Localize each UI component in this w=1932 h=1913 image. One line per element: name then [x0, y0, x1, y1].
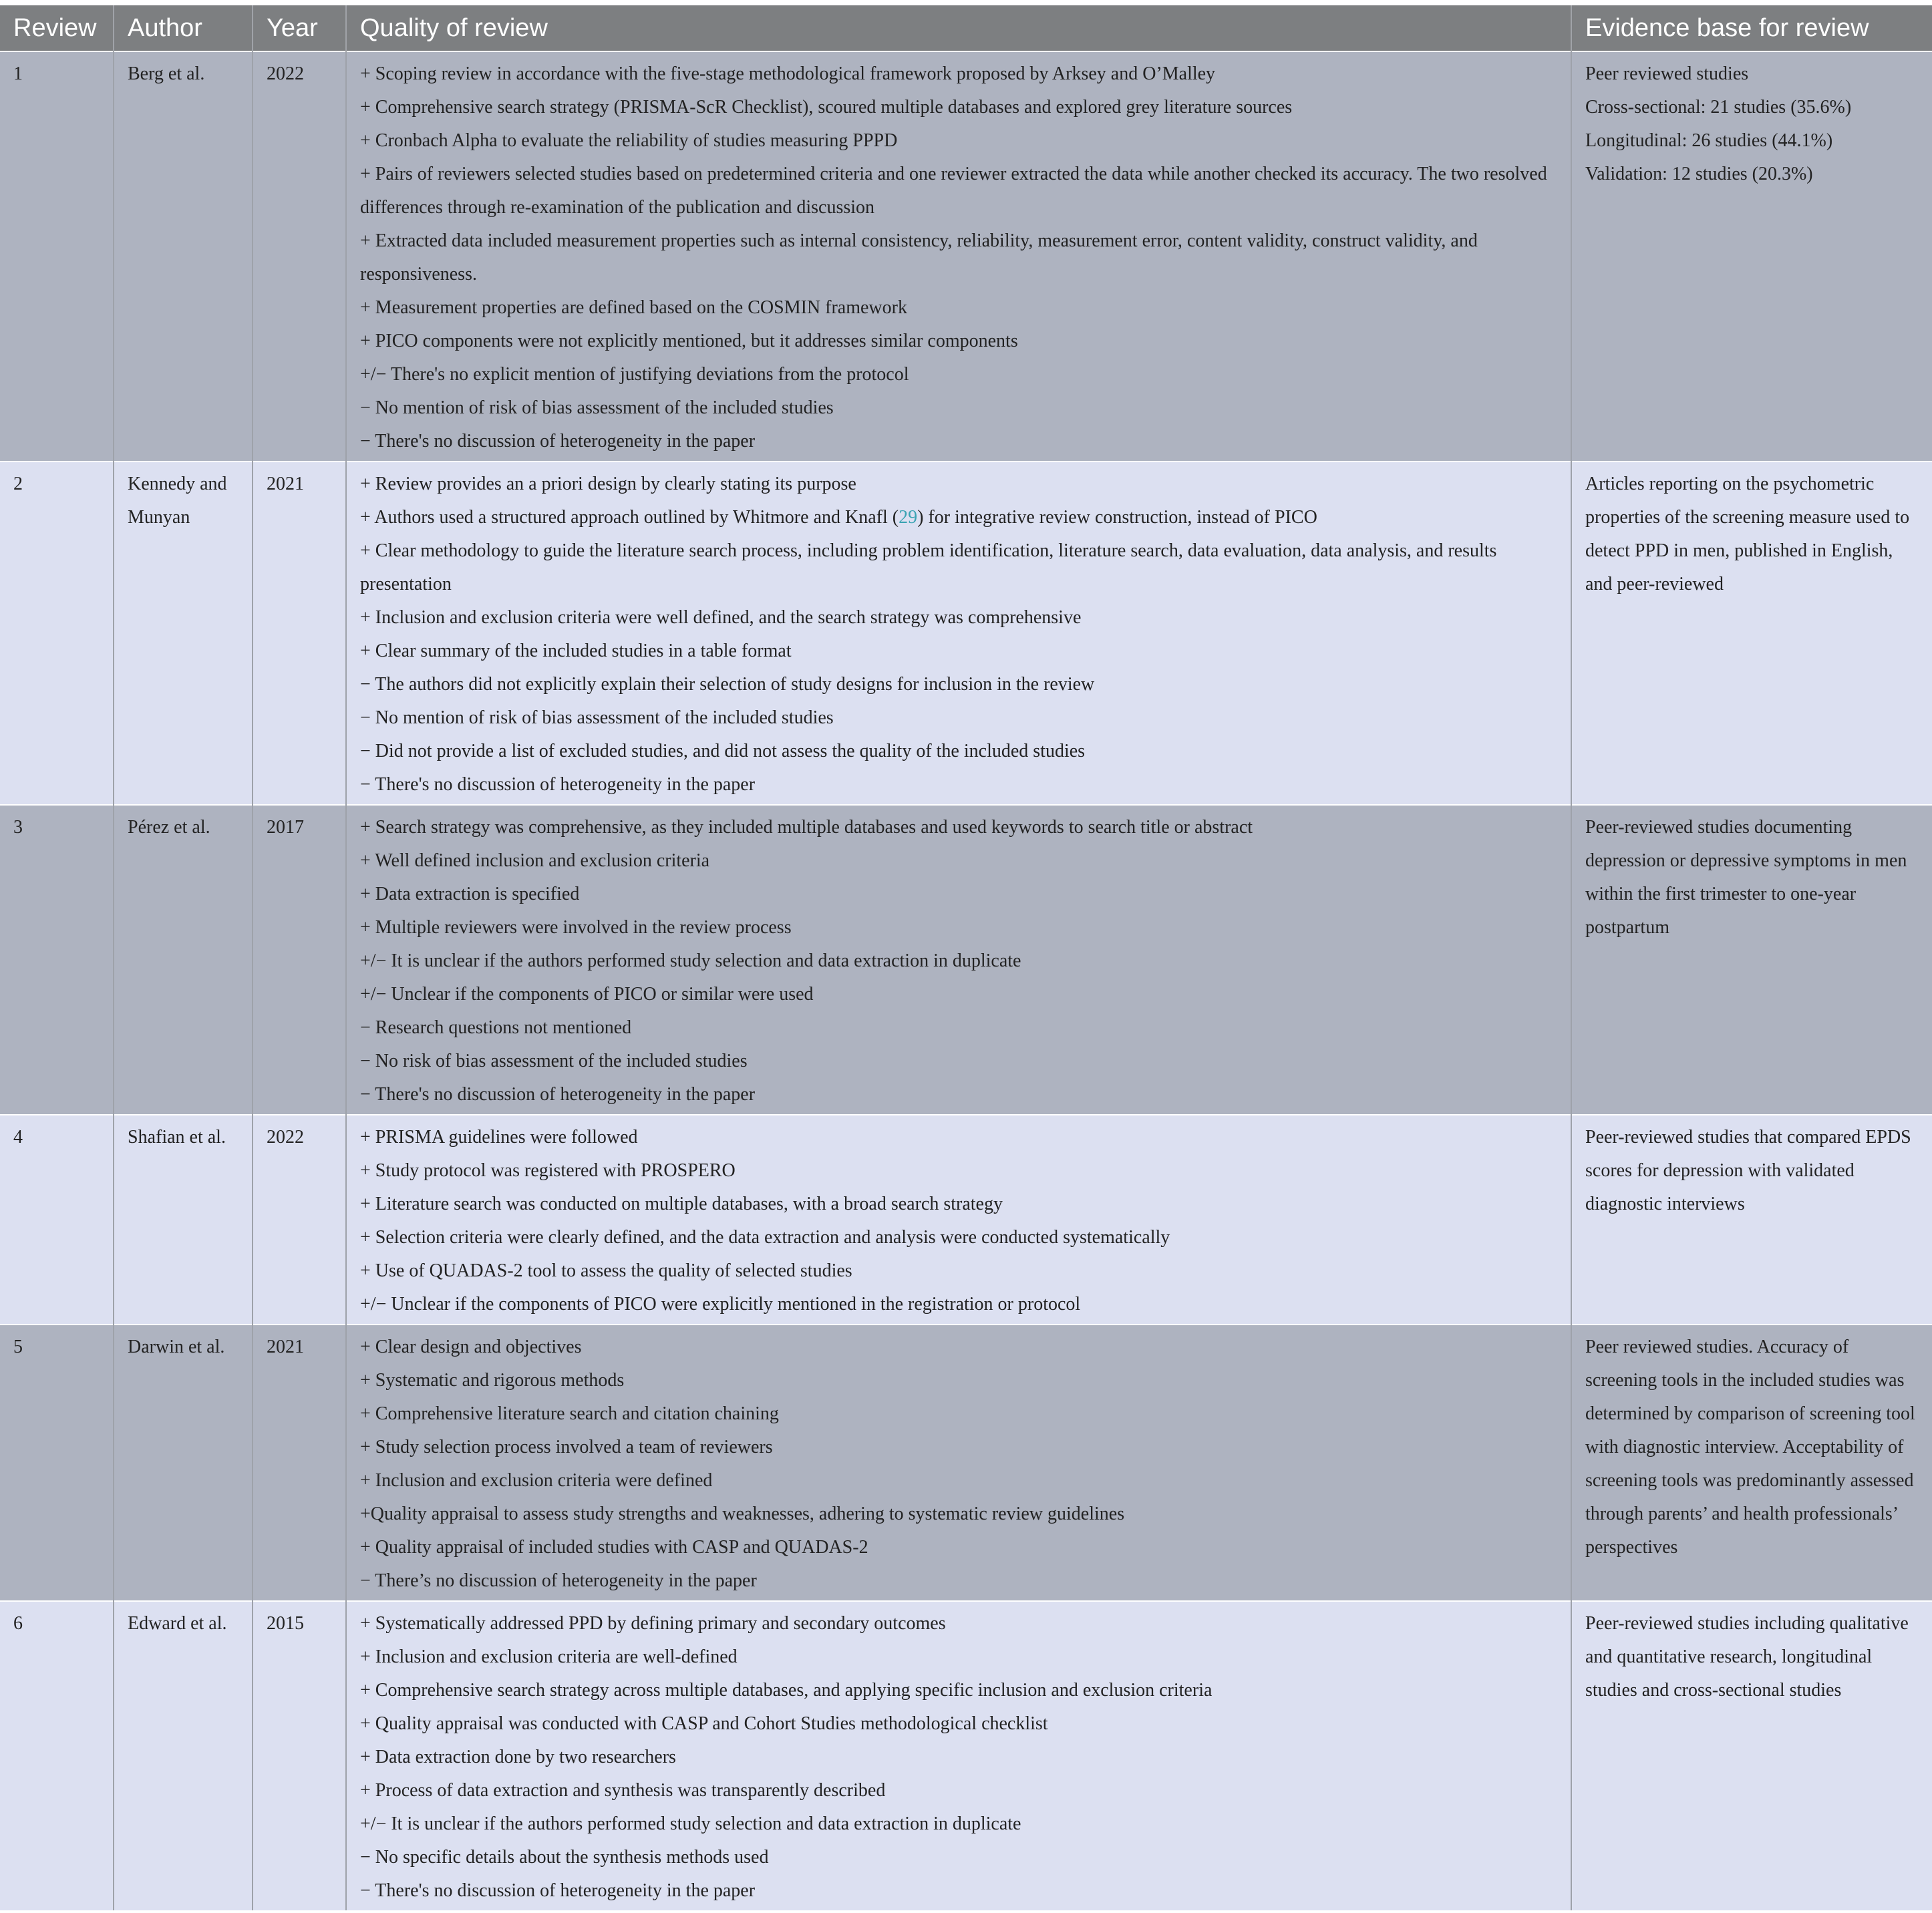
quality-item: + Data extraction done by two researchers	[360, 1747, 676, 1767]
quality-item: +/− Unclear if the components of PICO or similar were used	[360, 984, 814, 1005]
evidence-cell	[1571, 1325, 1932, 1601]
header-evidence: Evidence base for review	[1571, 5, 1932, 51]
quality-item: + Comprehensive search strategy (PRISMA-ScR Checklist), scoured multiple databases and explored grey literature sources	[360, 97, 1293, 118]
quality-item: + Inclusion and exclusion criteria were defined	[360, 1470, 713, 1491]
quality-item: + Use of QUADAS-2 tool to assess the quality of selected studies	[360, 1260, 852, 1281]
quality-item: + Measurement properties are defined based on the COSMIN framework	[360, 297, 907, 318]
quality-cell	[346, 462, 1571, 805]
author-cell: Kennedy and Munyan	[114, 462, 253, 805]
quality-item: + PICO components were not explicitly mentioned, but it addresses similar components	[360, 331, 1018, 351]
quality-cell	[346, 1115, 1571, 1325]
evidence-cell	[1571, 1601, 1932, 1910]
table-row	[0, 1325, 1932, 1601]
quality-item: − The authors did not explicitly explain their selection of study designs for inclusion in the review	[360, 674, 1095, 695]
quality-item: + Clear methodology to guide the literature search process, including problem identification, literature search, data evaluation, data analysis, and results presentation	[360, 540, 1497, 594]
header-author: Author	[114, 5, 253, 51]
year-cell: 2022	[253, 51, 346, 462]
quality-item: − There's no discussion of heterogeneity in the paper	[360, 1084, 756, 1105]
quality-item: + Selection criteria were clearly defined, and the data extraction and analysis were conducted systematically	[360, 1227, 1170, 1248]
quality-item: +/− It is unclear if the authors performed study selection and data extraction in duplicate	[360, 1813, 1021, 1834]
evidence-cell	[1571, 51, 1932, 462]
quality-item: + Study protocol was registered with PROSPERO	[360, 1160, 736, 1181]
quality-cell	[346, 1601, 1571, 1910]
table-row	[0, 1115, 1932, 1325]
evidence-item: Peer reviewed studies	[1585, 63, 1749, 84]
year-cell: 2022	[253, 1115, 346, 1325]
quality-item: + PRISMA guidelines were followed	[360, 1127, 638, 1148]
evidence-item: Longitudinal: 26 studies (44.1%)	[1585, 130, 1833, 151]
evidence-cell	[1571, 1115, 1932, 1325]
quality-item: + Systematic and rigorous methods	[360, 1370, 625, 1391]
author-cell: Pérez et al.	[114, 805, 253, 1115]
review-number-cell: 5	[0, 1325, 114, 1601]
quality-item: + Scoping review in accordance with the five-stage methodological framework proposed by Arksey and O’Malley	[360, 63, 1216, 84]
evidence-item: Cross-sectional: 21 studies (35.6%)	[1585, 97, 1852, 118]
quality-item: − There's no discussion of heterogeneity in the paper	[360, 431, 756, 452]
quality-item: + Well defined inclusion and exclusion criteria	[360, 850, 710, 871]
quality-item: + Search strategy was comprehensive, as they included multiple databases and used keywords to search title or abstract	[360, 817, 1253, 838]
citation-link[interactable]: 29	[899, 507, 918, 528]
author-cell: Edward et al.	[114, 1601, 253, 1910]
quality-item: − No specific details about the synthesis methods used	[360, 1847, 769, 1868]
quality-item: − Research questions not mentioned	[360, 1017, 632, 1038]
evidence-item: Peer reviewed studies. Accuracy of screening tools in the included studies was determined by comparison of screening tool with diagnostic interview. Acceptability of screening tools was predominantly assessed through parents’ and health professionals’ perspectives	[1585, 1337, 1915, 1558]
quality-item: − No mention of risk of bias assessment of the included studies	[360, 397, 834, 418]
quality-item: + Comprehensive literature search and citation chaining	[360, 1403, 779, 1424]
review-quality-table	[0, 5, 1932, 1910]
header-year: Year	[253, 5, 346, 51]
quality-item: +/− There's no explicit mention of justifying deviations from the protocol	[360, 364, 909, 385]
table-row	[0, 1601, 1932, 1910]
quality-item: − There's no discussion of heterogeneity in the paper	[360, 774, 756, 795]
quality-item: − No mention of risk of bias assessment of the included studies	[360, 707, 834, 728]
review-number-cell: 3	[0, 805, 114, 1115]
quality-item: − No risk of bias assessment of the included studies	[360, 1051, 748, 1071]
quality-item: + Cronbach Alpha to evaluate the reliability of studies measuring PPPD	[360, 130, 898, 151]
review-number-cell: 6	[0, 1601, 114, 1910]
quality-item: + Pairs of reviewers selected studies based on predetermined criteria and one reviewer extracted the data while another checked its accuracy. The two resolved differences through re-examination of the publication and discussion	[360, 164, 1547, 218]
year-cell: 2015	[253, 1601, 346, 1910]
author-cell: Shafian et al.	[114, 1115, 253, 1325]
review-number-cell: 1	[0, 51, 114, 462]
quality-item: + Clear summary of the included studies in a table format	[360, 641, 792, 661]
quality-item: + Literature search was conducted on multiple databases, with a broad search strategy	[360, 1194, 1003, 1214]
evidence-item: Peer-reviewed studies including qualitative and quantitative research, longitudinal studies and cross-sectional studies	[1585, 1613, 1909, 1701]
quality-item: + Comprehensive search strategy across multiple databases, and applying specific inclusion and exclusion criteria	[360, 1680, 1213, 1701]
quality-item: +/− Unclear if the components of PICO were explicitly mentioned in the registration or protocol	[360, 1294, 1081, 1315]
evidence-item: Peer-reviewed studies that compared EPDS scores for depression with validated diagnostic interviews	[1585, 1127, 1911, 1214]
table-body	[0, 51, 1932, 1910]
quality-item: + Review provides an a priori design by clearly stating its purpose	[360, 474, 856, 494]
quality-item: + Data extraction is specified	[360, 884, 580, 904]
quality-cell	[346, 51, 1571, 462]
year-cell: 2021	[253, 1325, 346, 1601]
quality-item: + Quality appraisal was conducted with CASP and Cohort Studies methodological checklist	[360, 1713, 1048, 1734]
quality-item: + Inclusion and exclusion criteria are well-defined	[360, 1646, 738, 1667]
author-cell: Darwin et al.	[114, 1325, 253, 1601]
quality-item: + Quality appraisal of included studies with CASP and QUADAS-2	[360, 1537, 868, 1558]
review-number-cell: 4	[0, 1115, 114, 1325]
evidence-item: Peer-reviewed studies documenting depression or depressive symptoms in men within the first trimester to one-year postpartum	[1585, 817, 1907, 938]
evidence-cell	[1571, 462, 1932, 805]
quality-item: + Extracted data included measurement properties such as internal consistency, reliability, measurement error, content validity, construct validity, and responsiveness.	[360, 230, 1478, 285]
evidence-item: Articles reporting on the psychometric properties of the screening measure used to detect PPD in men, published in English, and peer-reviewed	[1585, 474, 1910, 594]
quality-cell	[346, 805, 1571, 1115]
quality-item: + Systematically addressed PPD by defining primary and secondary outcomes	[360, 1613, 946, 1634]
year-cell: 2017	[253, 805, 346, 1115]
quality-cell	[346, 1325, 1571, 1601]
quality-item: +Quality appraisal to assess study strengths and weaknesses, adhering to systematic review guidelines	[360, 1504, 1125, 1524]
table-row	[0, 805, 1932, 1115]
evidence-item: Validation: 12 studies (20.3%)	[1585, 164, 1813, 184]
quality-item: + Authors used a structured approach outlined by Whitmore and Knafl (29) for integrative review construction, instead of PICO	[360, 507, 1317, 528]
quality-item: + Process of data extraction and synthesis was transparently described	[360, 1780, 886, 1801]
quality-item: +/− It is unclear if the authors performed study selection and data extraction in duplicate	[360, 950, 1021, 971]
evidence-cell	[1571, 805, 1932, 1115]
header-row	[0, 5, 1932, 51]
quality-item: + Clear design and objectives	[360, 1337, 582, 1357]
year-cell: 2021	[253, 462, 346, 805]
review-number-cell: 2	[0, 462, 114, 805]
header-review: Review	[0, 5, 114, 51]
quality-item: − Did not provide a list of excluded studies, and did not assess the quality of the included studies	[360, 741, 1086, 761]
table-row	[0, 51, 1932, 462]
header-quality: Quality of review	[346, 5, 1571, 51]
quality-item: + Study selection process involved a team of reviewers	[360, 1437, 773, 1457]
table-row	[0, 462, 1932, 805]
author-cell: Berg et al.	[114, 51, 253, 462]
quality-item: − There's no discussion of heterogeneity in the paper	[360, 1880, 756, 1901]
quality-item: − There’s no discussion of heterogeneity in the paper	[360, 1570, 757, 1591]
quality-item: + Inclusion and exclusion criteria were well defined, and the search strategy was comprehensive	[360, 607, 1082, 628]
quality-item: + Multiple reviewers were involved in the review process	[360, 917, 792, 938]
